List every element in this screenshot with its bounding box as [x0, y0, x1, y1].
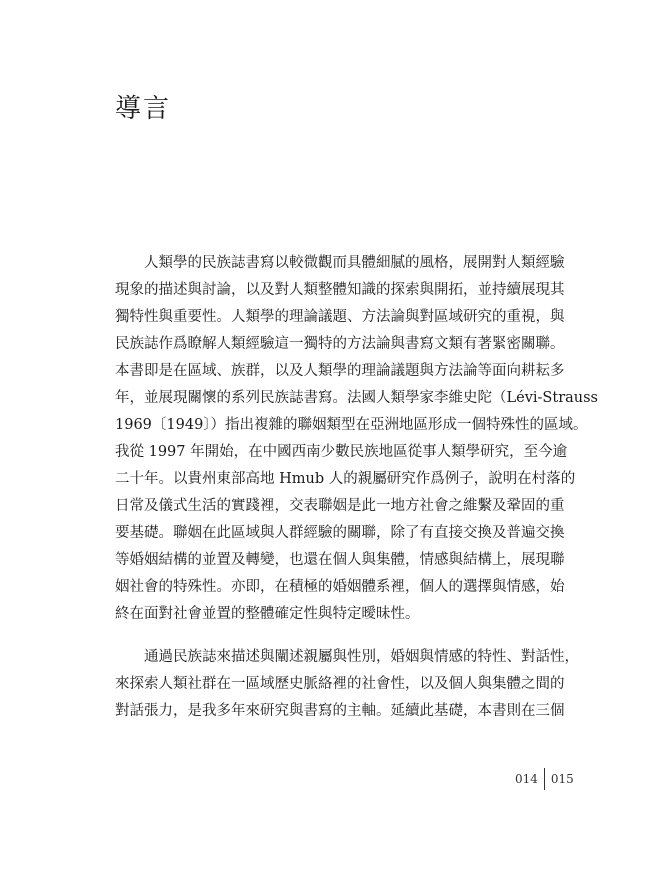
- text-line: 終在面對社會並置的整體確定性與特定曖昧性。: [115, 606, 420, 622]
- text-line: 來探索人類社群在一區域歷史脈絡裡的社會性，以及個人與集體之間的: [115, 676, 565, 692]
- text-line: 日常及儀式生活的實踐裡，交表聯姻是此一地方社會之維繫及鞏固的重: [115, 498, 565, 514]
- paragraph: [115, 644, 579, 725]
- page-number-left: 014: [515, 772, 538, 786]
- page-title: 導言: [115, 94, 172, 124]
- text-line: 通過民族誌來描述與闡述親屬與性別，婚姻與情感的特性、對話性，: [144, 649, 579, 665]
- text-line: 要基礎。聯姻在此區域與人群經驗的關聯，除了有直接交換及普遍交換: [115, 525, 565, 541]
- text-line: 我從 1997 年開始，在中國西南少數民族地區從事人類學研究，至今逾: [115, 444, 568, 460]
- text-line: 獨特性與重要性。人類學的理論議題、方法論與對區域研究的重視，與: [115, 309, 565, 325]
- text-line: 人類學的民族誌書寫以較微觀而具體細膩的風格，展開對人類經驗: [144, 255, 565, 271]
- text-line: 民族誌作爲瞭解人類經驗這一獨特的方法論與書寫文類有著緊密關聯。: [115, 336, 565, 352]
- text-line: 現象的描述與討論，以及對人類整體知識的探索與開拓，並持續展現其: [115, 282, 565, 298]
- page-number-right: 015: [550, 772, 574, 786]
- page-number-divider: [544, 768, 545, 790]
- text-line: 對話張力，是我多年來研究與書寫的主軸。延續此基礎，本書則在三個: [115, 703, 565, 719]
- text-line: 本書即是在區域、族群，以及人類學的理論議題與方法論等面向耕耘多: [115, 363, 565, 379]
- text-line: 姻社會的特殊性。亦即，在積極的婚姻體系裡，個人的選擇與情感，始: [115, 579, 565, 595]
- text-line: 等婚姻結構的並置及轉變，也還在個人與集體，情感與結構上，展現聯: [115, 552, 565, 568]
- body-text: [115, 250, 598, 725]
- paragraph-gap: [115, 628, 543, 644]
- paragraph: [115, 250, 598, 628]
- text-line: 二十年。以貴州東部高地 Hmub 人的親屬研究作爲例子，說明在村落的: [115, 471, 576, 487]
- text-line: 1969〔1949〕）指出複雜的聯姻類型在亞洲地區形成一個特殊性的區域。: [115, 417, 588, 433]
- page-numbers: [515, 768, 574, 790]
- text-line: 年，並展現關懷的系列民族誌書寫。法國人類學家李維史陀（Lévi-Strauss: [115, 390, 598, 406]
